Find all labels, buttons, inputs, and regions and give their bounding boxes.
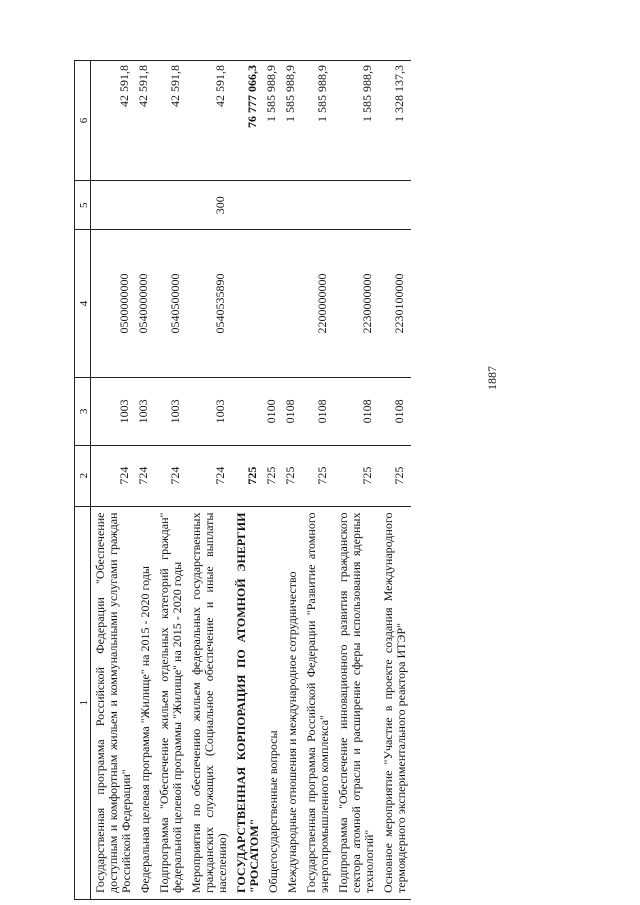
table-row (155, 61, 187, 900)
table-row (302, 61, 334, 900)
row-name-cell: Мероприятия по обеспечению жильем федеральных государственных гражданских служащих (Социальное обеспечение и иные выплаты населению) (187, 506, 232, 899)
chapter-code-cell: 725 (283, 445, 302, 506)
section-code-cell: 1003 (187, 377, 232, 445)
row-name-cell: Государственная программа Российской Федерации "Обеспечение доступным и комфортным жильем и коммунальными услугами граждан Российской Федерации" (91, 506, 137, 899)
expense-type-cell: 300 (187, 181, 232, 230)
chapter-code-cell: 725 (264, 445, 283, 506)
chapter-code-cell: 725 (232, 445, 264, 506)
chapter-code-cell: 724 (155, 445, 187, 506)
section-code-cell: 0108 (334, 377, 379, 445)
column-header: 3 (75, 377, 91, 445)
section-code-cell: 1003 (155, 377, 187, 445)
chapter-code-cell: 725 (302, 445, 334, 506)
expense-type-cell (379, 181, 411, 230)
table-row (264, 61, 283, 900)
amount-cell: 42 591,8 (136, 61, 155, 181)
expense-type-cell (155, 181, 187, 230)
chapter-code-cell: 724 (91, 445, 137, 506)
target-article-cell: 0540535890 (187, 230, 232, 378)
table-row (91, 61, 137, 900)
target-article-cell (264, 230, 283, 378)
table-row (334, 61, 379, 900)
section-code-cell: 0108 (379, 377, 411, 445)
row-name-cell: Основное мероприятие "Участие в проекте создания Международного термоядерного экспериментального реактора ИТЭР" (379, 506, 411, 899)
expense-type-cell (283, 181, 302, 230)
page-number: 1887 (485, 366, 499, 390)
section-code-cell: 0100 (264, 377, 283, 445)
section-code-cell: 1003 (91, 377, 137, 445)
target-article-cell: 0540000000 (136, 230, 155, 378)
target-article-cell: 0500000000 (91, 230, 137, 378)
amount-cell: 76 777 066,3 (232, 61, 264, 181)
section-code-cell (232, 377, 264, 445)
section-code-cell: 0108 (283, 377, 302, 445)
column-header: 6 (75, 61, 91, 181)
row-name-cell: Общегосударственные вопросы (264, 506, 283, 899)
table-row (136, 61, 155, 900)
table-row (379, 61, 411, 900)
column-header: 2 (75, 445, 91, 506)
target-article-cell: 2230100000 (379, 230, 411, 378)
amount-cell: 42 591,8 (155, 61, 187, 181)
expense-type-cell (334, 181, 379, 230)
row-name-cell: ГОСУДАРСТВЕННАЯ КОРПОРАЦИЯ ПО АТОМНОЙ ЭНЕРГИИ "РОСАТОМ" (232, 506, 264, 899)
section-code-cell: 1003 (136, 377, 155, 445)
table-header (75, 61, 91, 900)
rotated-document-page (74, 60, 564, 900)
target-article-cell: 2230000000 (334, 230, 379, 378)
column-header: 4 (75, 230, 91, 378)
chapter-code-cell: 725 (334, 445, 379, 506)
table-row (232, 61, 264, 900)
row-name-cell: Государственная программа Российской Федерации "Развитие атомного энергопромышленного комплекса" (302, 506, 334, 899)
row-name-cell: Подпрограмма "Обеспечение инновационного развития гражданского сектора атомной отрасли и расширение сферы использования ядерных технологий" (334, 506, 379, 899)
target-article-cell: 2200000000 (302, 230, 334, 378)
expense-type-cell (91, 181, 137, 230)
chapter-code-cell: 724 (187, 445, 232, 506)
chapter-code-cell: 724 (136, 445, 155, 506)
row-name-cell: Подпрограмма "Обеспечение жильем отдельных категорий граждан" федеральной целевой программы "Жилище" на 2015 - 2020 годы (155, 506, 187, 899)
column-header: 1 (75, 506, 91, 899)
expense-type-cell (264, 181, 283, 230)
table-row (187, 61, 232, 900)
expense-type-cell (232, 181, 264, 230)
expense-type-cell (302, 181, 334, 230)
table-row (283, 61, 302, 900)
section-code-cell: 0108 (302, 377, 334, 445)
amount-cell: 1 585 988,9 (302, 61, 334, 181)
amount-cell: 1 328 137,3 (379, 61, 411, 181)
target-article-cell (232, 230, 264, 378)
row-name-cell: Международные отношения и международное сотрудничество (283, 506, 302, 899)
amount-cell: 1 585 988,9 (283, 61, 302, 181)
target-article-cell (283, 230, 302, 378)
row-name-cell: Федеральная целевая программа "Жилище" на 2015 - 2020 годы (136, 506, 155, 899)
amount-cell: 42 591,8 (91, 61, 137, 181)
budget-table (74, 60, 411, 900)
column-header: 5 (75, 181, 91, 230)
target-article-cell: 0540500000 (155, 230, 187, 378)
expense-type-cell (136, 181, 155, 230)
amount-cell: 42 591,8 (187, 61, 232, 181)
amount-cell: 1 585 988,9 (334, 61, 379, 181)
amount-cell: 1 585 988,9 (264, 61, 283, 181)
chapter-code-cell: 725 (379, 445, 411, 506)
